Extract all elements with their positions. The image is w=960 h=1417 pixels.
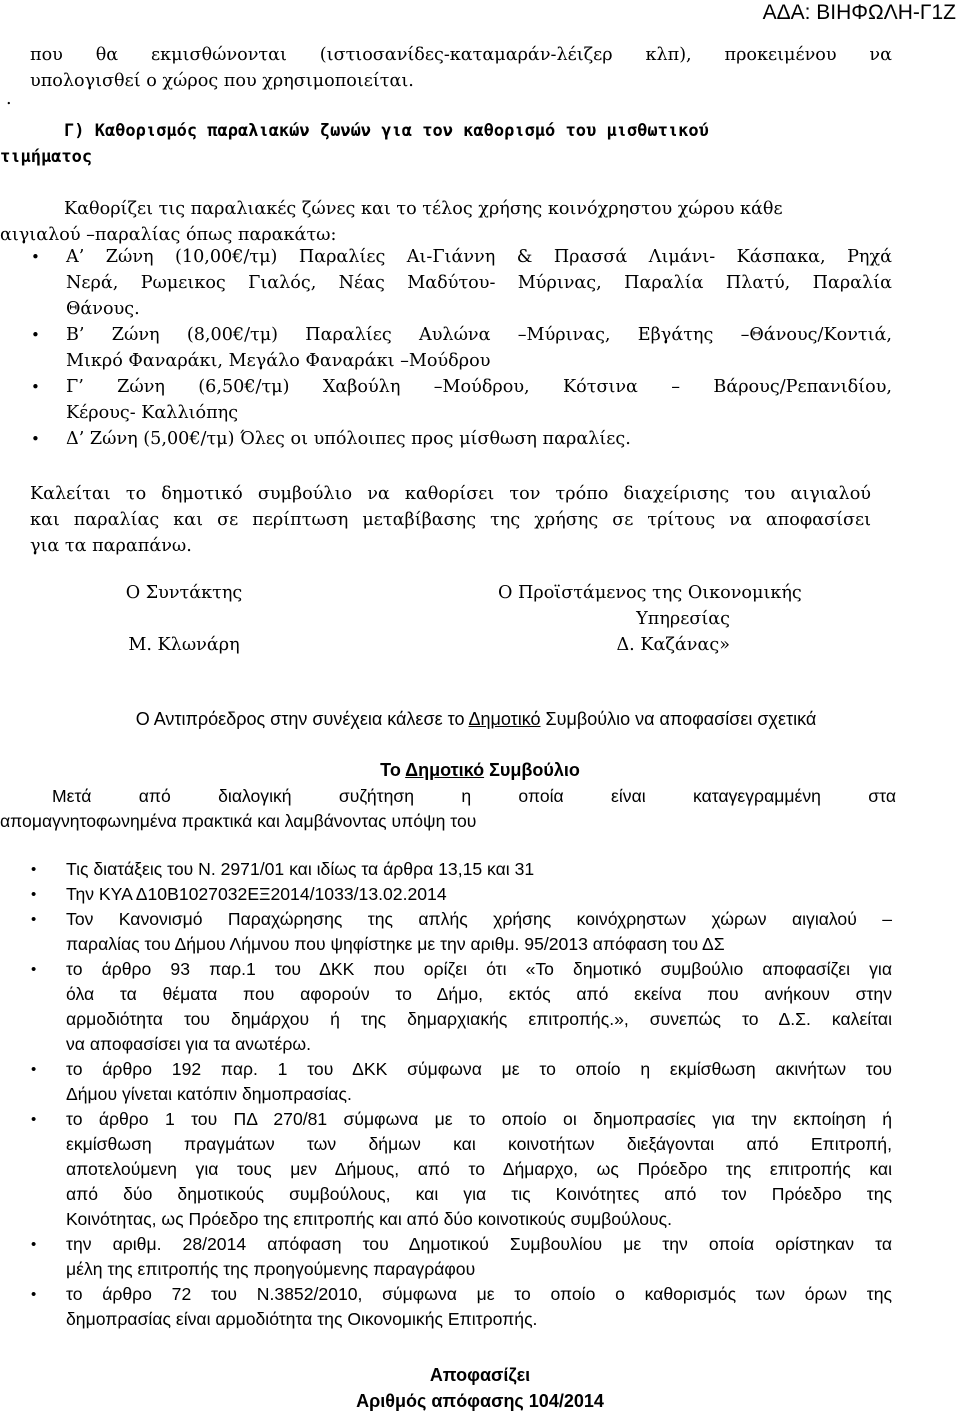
council-line: απομαγνητοφωνημένα πρακτικά και λαμβάνοντας υπόψη του: [0, 811, 477, 831]
intro-line: που θα εκμισθώνονται (ιστιοσανίδες-καταμαράν-λέιζερ κλπ), προκειμένου να: [30, 45, 892, 65]
list-item: [31, 322, 892, 374]
list-item: [31, 1232, 892, 1282]
list-item-line: το άρθρο 72 του Ν.3852/2010, σύμφωνα με το οποίο ο καθορισμός των όρων της: [66, 1284, 892, 1304]
section-c-title-line: Γ) Καθορισμός παραλιακών ζωνών για τον καθορισμό του μισθωτικού: [64, 121, 709, 141]
vice-text: Συμβούλιο να αποφασίσει σχετικά: [540, 709, 817, 729]
council-heading-text: Το: [380, 760, 406, 780]
bullet-icon: •: [31, 378, 40, 396]
list-item-line: δημοπρασίας είναι αρμοδιότητα της Οικονομικής Επιτροπής.: [66, 1309, 538, 1329]
bullet-icon: •: [31, 1061, 37, 1078]
bullet-icon: •: [31, 886, 37, 903]
intro-paragraph: [30, 42, 892, 94]
bullet-icon: •: [31, 1286, 37, 1303]
bullet-icon: •: [31, 911, 37, 928]
bullet-icon: •: [31, 1236, 37, 1253]
section-c-title: [0, 118, 857, 170]
bullet-icon: •: [31, 861, 37, 878]
signature-right: [498, 580, 848, 658]
list-item-line: εκμίσθωση πραγμάτων των δήμων και κοινοτήτων διεξάγονται από Επιτροπή,: [66, 1134, 892, 1154]
list-item-line: την αριθμ. 28/2014 απόφαση του Δημοτικού Συμβουλίου με την οποία ορίστηκαν τα: [66, 1234, 892, 1254]
council-heading-text: Συμβούλιο: [484, 760, 580, 780]
bullet-icon: •: [31, 1111, 37, 1128]
vice-text: Ο Αντιπρόεδρος στην συνέχεια κάλεσε το: [135, 709, 469, 729]
list-item: [31, 1057, 892, 1107]
vice-president-line: [0, 707, 960, 732]
list-item: [31, 957, 892, 1057]
list-item-line: όλα τα θέματα που αφορούν το Δήμο, εκτός από εκείνα που ανήκουν στην: [66, 984, 892, 1004]
list-item: [31, 374, 892, 426]
decision-number: Αριθμός απόφασης 104/2014: [356, 1391, 604, 1411]
intro-line: υπολογισθεί ο χώρος που χρησιμοποιείται.: [30, 71, 414, 91]
ada-code: ΑΔΑ: ΒΙΗΦΩΛΗ-Γ1Ζ: [762, 1, 956, 24]
list-item-line: αρμοδιότητα του δημάρχου ή της δημαρχιακής επιτροπής.», συνεπώς το Δ.Σ. καλείται: [66, 1009, 892, 1029]
list-item: [31, 857, 892, 882]
list-item-line: Θάνους.: [66, 299, 140, 319]
list-item-line: το άρθρο 93 παρ.1 του ΔΚΚ που ορίζει ότι «Το δημοτικό συμβούλιο αποφασίζει για: [66, 959, 892, 979]
list-item-line: να αποφασίσει για τα ανωτέρω.: [66, 1034, 311, 1054]
signature-right-title: Ο Προϊστάμενος της Οικονομικής: [498, 583, 802, 603]
list-item-line: Δ’ Ζώνη (5,00€/τμ) Όλες οι υπόλοιπες προς μίσθωση παραλίες.: [66, 429, 631, 449]
list-item: [31, 1107, 892, 1232]
list-item: [31, 426, 892, 452]
zones-list: [31, 244, 892, 452]
list-item-line: το άρθρο 1 του ΠΔ 270/81 σύμφωνα με το οποίο οι δημοπρασίες για την εκποίηση ή: [66, 1109, 892, 1129]
bullet-icon: •: [31, 248, 40, 266]
list-item-line: παραλίας του Δήμου Λήμνου που ψηφίστηκε με την αριθμ. 95/2013 απόφαση του ΔΣ: [66, 934, 725, 954]
call-line: για τα παραπάνω.: [30, 536, 192, 556]
list-item: [31, 882, 892, 907]
bullet-icon: •: [31, 430, 40, 448]
signature-left-title: Ο Συντάκτης: [125, 583, 243, 603]
list-item-line: Δήμου γίνεται κατόπιν δημοπρασίας.: [66, 1084, 352, 1104]
call-paragraph: [30, 481, 871, 559]
list-item-line: Α’ Ζώνη (10,00€/τμ) Παραλίες Αι-Γιάννη & Πρασσά Λιμάνι- Κάσπακα, Ρηχά: [66, 247, 892, 267]
list-item-line: Νερά, Ρωμεικος Γιαλός, Νέας Μαδύτου- Μύρινας, Παραλία Πλατύ, Παραλία: [66, 273, 892, 293]
stray-dot: .: [6, 89, 12, 109]
council-paragraph: [0, 784, 896, 834]
list-item: [31, 907, 892, 957]
signature-right-name: Δ. Καζάνας»: [616, 635, 730, 655]
section-c-paragraph: [0, 196, 900, 248]
list-item-line: Την ΚΥΑ Δ10Β1027032ΕΞ2014/1033/13.02.2014: [66, 884, 447, 904]
decision-block: [0, 1362, 960, 1414]
council-line: Μετά από διαλογική συζήτηση η οποία είναι καταγεγραμμένη στα: [52, 786, 896, 806]
section-c-para-line: Καθορίζει τις παραλιακές ζώνες και το τέλος χρήσης κοινόχρηστου χώρου κάθε: [64, 199, 783, 219]
list-item-line: Γ’ Ζώνη (6,50€/τμ) Χαβούλη –Μούδρου, Κότσινα – Βάρους/Ρεπανιδίου,: [66, 377, 892, 397]
council-heading: [0, 758, 960, 783]
bullet-icon: •: [31, 326, 40, 344]
list-item-line: το άρθρο 192 παρ. 1 του ΔΚΚ σύμφωνα με το οποίο η εκμίσθωση ακινήτων του: [66, 1059, 892, 1079]
signature-left: [94, 580, 274, 658]
bullet-icon: •: [31, 961, 37, 978]
list-item-line: Κοινότητας, ως Πρόεδρο της επιτροπής και από δύο κοινοτικούς συμβούλους.: [66, 1209, 672, 1229]
list-item-line: Τον Κανονισμό Παραχώρησης της απλής χρήσης κοινόχρηστων χώρων αιγιαλού –: [66, 909, 892, 929]
list-item: [31, 1282, 892, 1332]
signature-left-name: Μ. Κλωνάρη: [128, 635, 240, 655]
decision-title: Αποφασίζει: [429, 1365, 531, 1385]
list-item: [31, 244, 892, 322]
list-item-line: από δύο δημοτικούς συμβούλους, και για τις Κοινότητες από τον Πρόεδρο της: [66, 1184, 892, 1204]
section-c-title-line: τιμήματος: [0, 147, 93, 167]
signature-right-title: Υπηρεσίας: [636, 609, 730, 629]
council-heading-underlined: Δημοτικό: [405, 760, 485, 780]
vice-text-underlined: Δημοτικό: [468, 709, 541, 729]
list-item-line: μέλη της επιτροπής της προηγούμενης παραγράφου: [66, 1259, 476, 1279]
call-line: και παραλίας και σε περίπτωση μεταβίβασης της χρήσης σε τρίτους να αποφασίσει: [30, 510, 871, 530]
section-c-para-line: αιγιαλού –παραλίας όπως παρακάτω:: [0, 225, 337, 245]
list-item-line: Β’ Ζώνη (8,00€/τμ) Παραλίες Αυλώνα –Μύρινας, Εβγάτης –Θάνους/Κοντιά,: [66, 325, 892, 345]
list-item-line: αποτελούμενη για τους μεν Δήμους, από το Δήμαρχο, ως Πρόεδρο της επιτροπής και: [66, 1159, 892, 1179]
considerations-list: [31, 857, 892, 1332]
call-line: Καλείται το δημοτικό συμβούλιο να καθορίσει τον τρόπο διαχείρισης του αιγιαλού: [30, 484, 871, 504]
list-item-line: Τις διατάξεις του Ν. 2971/01 και ιδίως τα άρθρα 13,15 και 31: [66, 859, 535, 879]
list-item-line: Κέρους- Καλλιόπης: [66, 403, 239, 423]
list-item-line: Μικρό Φαναράκι, Μεγάλο Φαναράκι –Μούδρου: [66, 351, 491, 371]
